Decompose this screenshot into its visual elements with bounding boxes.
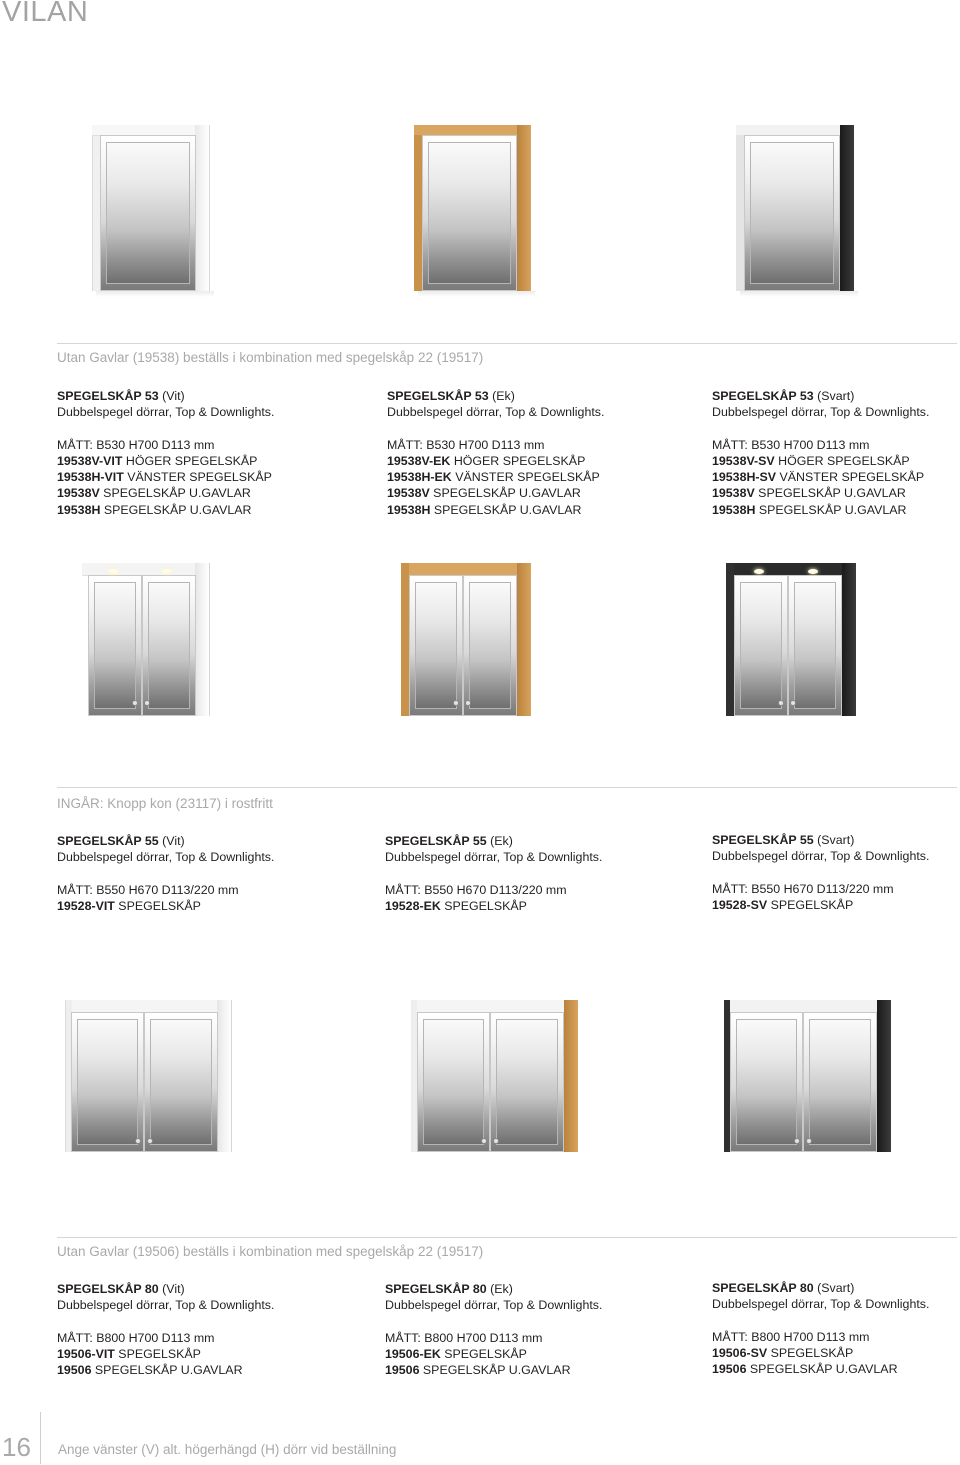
product-80-vit — [57, 1281, 347, 1378]
article-code: 19538H — [57, 502, 101, 517]
article-code: 19506 — [385, 1363, 420, 1378]
article-code: 19538H-EK — [387, 470, 452, 485]
product-53-svart — [712, 388, 957, 518]
product-size: MÅTT: B530 H700 D113 mm — [387, 437, 545, 452]
product-size: MÅTT: B800 H700 D113 mm — [57, 1330, 215, 1345]
product-desc: Dubbelspegel dörrar, Top & Downlights. — [712, 849, 930, 864]
article-code: 19538V-EK — [387, 453, 451, 468]
article-text: SPEGELSKÅP — [767, 897, 854, 912]
cabinet-55-ek-image — [401, 563, 531, 716]
article-code: 19538H-SV — [712, 470, 777, 485]
article-text: SPEGELSKÅP U.GAVLAR — [430, 502, 582, 517]
article-code: 19506-SV — [712, 1345, 768, 1360]
product-size: MÅTT: B550 H670 D113/220 mm — [385, 882, 567, 897]
product-variant: (Svart) — [817, 1281, 855, 1295]
product-title: SPEGELSKÅP 53 — [57, 389, 159, 403]
cabinet-55-vit-image — [82, 563, 210, 716]
article-text: SPEGELSKÅP — [440, 898, 527, 913]
product-title: SPEGELSKÅP 80 — [385, 1282, 487, 1296]
article-text: SPEGELSKÅP — [114, 1346, 201, 1361]
article-code: 19506-EK — [385, 1346, 441, 1361]
product-title: SPEGELSKÅP 55 — [385, 834, 487, 848]
article-text: HÖGER SPEGELSKÅP — [774, 453, 910, 468]
product-title: SPEGELSKÅP 55 — [57, 834, 159, 848]
product-55-svart — [712, 832, 957, 913]
article-code: 19506 — [712, 1362, 747, 1377]
section-1-divider — [57, 343, 957, 344]
product-desc: Dubbelspegel dörrar, Top & Downlights. — [385, 850, 603, 865]
article-text: SPEGELSKÅP U.GAVLAR — [429, 486, 581, 501]
article-code: 19538V-SV — [712, 453, 775, 468]
article-text: SPEGELSKÅP — [767, 1345, 854, 1360]
product-53-vit — [57, 388, 347, 518]
product-desc: Dubbelspegel dörrar, Top & Downlights. — [387, 405, 605, 420]
cabinet-55-svart-image — [726, 563, 856, 716]
product-desc: Dubbelspegel dörrar, Top & Downlights. — [385, 1298, 603, 1313]
article-code: 19538H-VIT — [57, 470, 124, 485]
product-desc: Dubbelspegel dörrar, Top & Downlights. — [57, 1298, 275, 1313]
cabinet-80-ek-image — [411, 1000, 578, 1152]
article-text: SPEGELSKÅP U.GAVLAR — [754, 486, 906, 501]
product-variant: (Vit) — [162, 389, 185, 403]
product-desc: Dubbelspegel dörrar, Top & Downlights. — [57, 850, 275, 865]
article-text: SPEGELSKÅP — [114, 898, 201, 913]
footer-note: Ange vänster (V) alt. högerhängd (H) dörr vid beställning — [58, 1442, 397, 1457]
article-text: SPEGELSKÅP U.GAVLAR — [419, 1363, 571, 1378]
cabinet-53-svart-image — [736, 125, 854, 291]
cabinet-80-vit-image — [65, 1000, 232, 1152]
product-size: MÅTT: B800 H700 D113 mm — [385, 1330, 543, 1345]
article-code: 19506-VIT — [57, 1346, 115, 1361]
article-code: 19506 — [57, 1363, 92, 1378]
product-53-ek — [387, 388, 677, 518]
product-variant: (Ek) — [490, 834, 513, 848]
product-size: MÅTT: B800 H700 D113 mm — [712, 1329, 870, 1344]
product-80-ek — [385, 1281, 675, 1378]
section-2-note: INGÅR: Knopp kon (23117) i rostfritt — [57, 796, 273, 811]
product-size: MÅTT: B550 H670 D113/220 mm — [57, 882, 239, 897]
article-code: 19528-VIT — [57, 898, 115, 913]
product-variant: (Svart) — [817, 389, 855, 403]
article-code: 19528-EK — [385, 898, 441, 913]
cabinet-53-ek-image — [414, 125, 531, 291]
article-text: VÄNSTER SPEGELSKÅP — [776, 470, 925, 485]
cabinet-80-svart-image — [724, 1000, 891, 1152]
page-number: 16 — [2, 1432, 31, 1462]
article-code: 19538V — [387, 486, 430, 501]
article-text: SPEGELSKÅP U.GAVLAR — [100, 502, 252, 517]
article-code: 19538H — [387, 502, 431, 517]
product-title: SPEGELSKÅP 53 — [712, 389, 814, 403]
article-code: 19528-SV — [712, 897, 768, 912]
product-variant: (Ek) — [490, 1282, 513, 1296]
product-title: SPEGELSKÅP 80 — [712, 1281, 814, 1295]
article-code: 19538V — [712, 486, 755, 501]
product-desc: Dubbelspegel dörrar, Top & Downlights. — [712, 405, 930, 420]
product-55-ek — [385, 833, 675, 914]
article-text: HÖGER SPEGELSKÅP — [450, 453, 586, 468]
article-text: SPEGELSKÅP — [440, 1346, 527, 1361]
product-size: MÅTT: B530 H700 D113 mm — [712, 437, 870, 452]
article-text: HÖGER SPEGELSKÅP — [122, 453, 258, 468]
product-size: MÅTT: B550 H670 D113/220 mm — [712, 881, 894, 896]
product-variant: (Vit) — [162, 1282, 185, 1296]
article-code: 19538H — [712, 502, 756, 517]
product-desc: Dubbelspegel dörrar, Top & Downlights. — [712, 1297, 930, 1312]
article-text: VÄNSTER SPEGELSKÅP — [451, 470, 600, 485]
section-3-divider — [57, 1237, 957, 1238]
section-3-note: Utan Gavlar (19506) beställs i kombination med spegelskåp 22 (19517) — [57, 1244, 484, 1259]
article-text: SPEGELSKÅP U.GAVLAR — [755, 502, 907, 517]
product-title: SPEGELSKÅP 55 — [712, 833, 814, 847]
product-size: MÅTT: B530 H700 D113 mm — [57, 437, 215, 452]
product-variant: (Ek) — [492, 389, 515, 403]
article-text: SPEGELSKÅP U.GAVLAR — [99, 486, 251, 501]
article-text: SPEGELSKÅP U.GAVLAR — [746, 1362, 898, 1377]
product-title: SPEGELSKÅP 53 — [387, 389, 489, 403]
article-code: 19538V — [57, 486, 100, 501]
product-variant: (Svart) — [817, 833, 855, 847]
cabinet-53-vit-image — [92, 125, 210, 291]
footer-divider — [40, 1412, 41, 1464]
section-1-note: Utan Gavlar (19538) beställs i kombination med spegelskåp 22 (19517) — [57, 350, 484, 365]
article-text: SPEGELSKÅP U.GAVLAR — [91, 1363, 243, 1378]
product-title: SPEGELSKÅP 80 — [57, 1282, 159, 1296]
product-desc: Dubbelspegel dörrar, Top & Downlights. — [57, 405, 275, 420]
product-55-vit — [57, 833, 347, 914]
article-text: VÄNSTER SPEGELSKÅP — [123, 470, 272, 485]
product-80-svart — [712, 1280, 957, 1377]
product-variant: (Vit) — [162, 834, 185, 848]
section-2-divider — [57, 787, 957, 788]
brand-title: VILAN — [2, 0, 89, 28]
article-code: 19538V-VIT — [57, 453, 123, 468]
